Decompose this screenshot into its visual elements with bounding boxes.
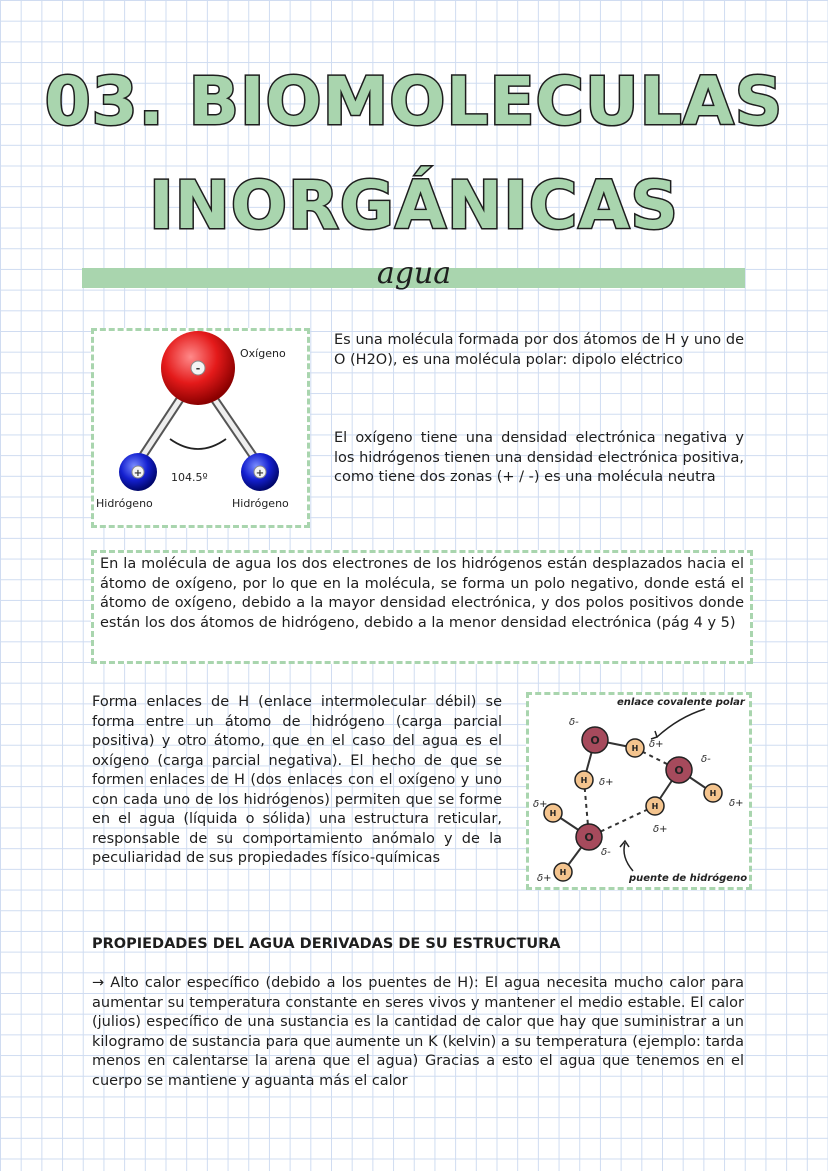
- delta-minus-3: δ-: [601, 847, 611, 858]
- hydrogen-2: [575, 771, 593, 789]
- covalent-bond-label: enlace covalente polar: [617, 697, 745, 708]
- hydrogen-3: [704, 784, 722, 802]
- highlight-box: [91, 550, 753, 664]
- svg-text:H: H: [709, 789, 717, 798]
- delta-plus-4: δ+: [653, 824, 668, 835]
- svg-text:H: H: [549, 809, 557, 818]
- title-line-2: INORGÁNICAS: [149, 167, 679, 244]
- delta-plus-5: δ+: [533, 799, 548, 810]
- property-item-1: → Alto calor específico (debido a los puentes de H): El agua necesita mucho calor para aumentar su temperatura constante en seres vivos y mantener el medio estable. El calor (julios) específico de una sustancia es la cantidad de calor que hay que suministrar a un kilogramo de sustancia para que aumente un K (kelvin) a su temperatura (ejemplo: tarda menos en calentarse la arena que el agua) Gracias a esto el agua que tenemos en el cuerpo se mantiene y aguanta más el calor: [92, 975, 744, 1089]
- intro-paragraph-2: El oxígeno tiene una densidad electrónica negativa y los hidrógenos tienen una densidad electrónica positiva, como tiene dos zonas (+ / -) es una molécula neutra: [334, 430, 744, 485]
- highlight-paragraph: En la molécula de agua los dos electrones de los hidrógenos están desplazados hacia el átomo de oxígeno, por lo que en la molécula, se forma un polo negativo, donde está el átomo de oxígeno, debido a la mayor densidad electrónica, y dos polos positivos donde están los dos átomos de hidrógeno, debido a la menor densidad electrónica (pág 4 y 5): [100, 556, 744, 631]
- hydrogen-6: [554, 863, 572, 881]
- svg-text:H: H: [559, 868, 567, 877]
- title-line-1: 03. BIOMOLECULAS: [44, 63, 784, 140]
- oxygen-2: [666, 757, 692, 783]
- delta-minus-1: δ-: [569, 717, 579, 728]
- plus-sign-left: +: [133, 468, 143, 479]
- svg-text:H: H: [631, 744, 639, 753]
- svg-text:H: H: [580, 776, 588, 785]
- hydrogen-left-label: Hidrógeno: [96, 497, 153, 510]
- water-molecule-figure: [91, 328, 310, 528]
- oxygen-3: [576, 824, 602, 850]
- section-label: agua: [376, 256, 452, 291]
- delta-plus-6: δ+: [537, 873, 552, 884]
- hydrogen-4: [646, 797, 664, 815]
- oxygen-1: [582, 727, 608, 753]
- svg-text:O: O: [590, 734, 600, 747]
- plus-sign-right: +: [255, 468, 265, 479]
- hydrogen-1: [626, 739, 644, 757]
- hbond-paragraph: Forma enlaces de H (enlace intermolecular débil) se forma entre un átomo de hidrógeno (carga parcial positiva) y otro átomo, que en el caso del agua es el oxígeno (carga parcial negativa). El hecho de que se formen enlaces de H (dos enlaces con el oxígeno y uno con cada uno de los hidrógenos) permiten que se forme en el agua (líquida o sólida) una estructura reticular, responsable de su comportamiento anómalo y de la peculiaridad de sus propiedades físico-químicas: [92, 694, 502, 866]
- properties-heading: PROPIEDADES DEL AGUA DERIVADAS DE SU ESTRUCTURA: [92, 936, 561, 952]
- oxygen-label: Oxígeno: [240, 347, 286, 360]
- water-molecule-diagram: [94, 331, 307, 525]
- hydrogen-bond-label: puente de hidrógeno: [629, 873, 748, 884]
- angle-label: 104.5º: [171, 471, 208, 484]
- hydrogen-bond-diagram: [529, 695, 749, 887]
- delta-plus-2: δ+: [599, 777, 614, 788]
- hydrogen-right-label: Hidrógeno: [232, 497, 289, 510]
- svg-text:H: H: [651, 802, 659, 811]
- delta-plus-3: δ+: [729, 798, 744, 809]
- delta-minus-2: δ-: [701, 754, 711, 765]
- hydrogen-bond-figure: [526, 692, 752, 890]
- minus-sign: -: [195, 362, 201, 375]
- angle-arc: [170, 439, 226, 449]
- delta-plus-1: δ+: [649, 739, 664, 750]
- intro-paragraph-1: Es una molécula formada por dos átomos de H y uno de O (H2O), es una molécula polar: dipolo eléctrico: [334, 332, 744, 368]
- arrow-covalent: [657, 709, 705, 737]
- svg-text:O: O: [584, 831, 594, 844]
- svg-text:O: O: [674, 764, 684, 777]
